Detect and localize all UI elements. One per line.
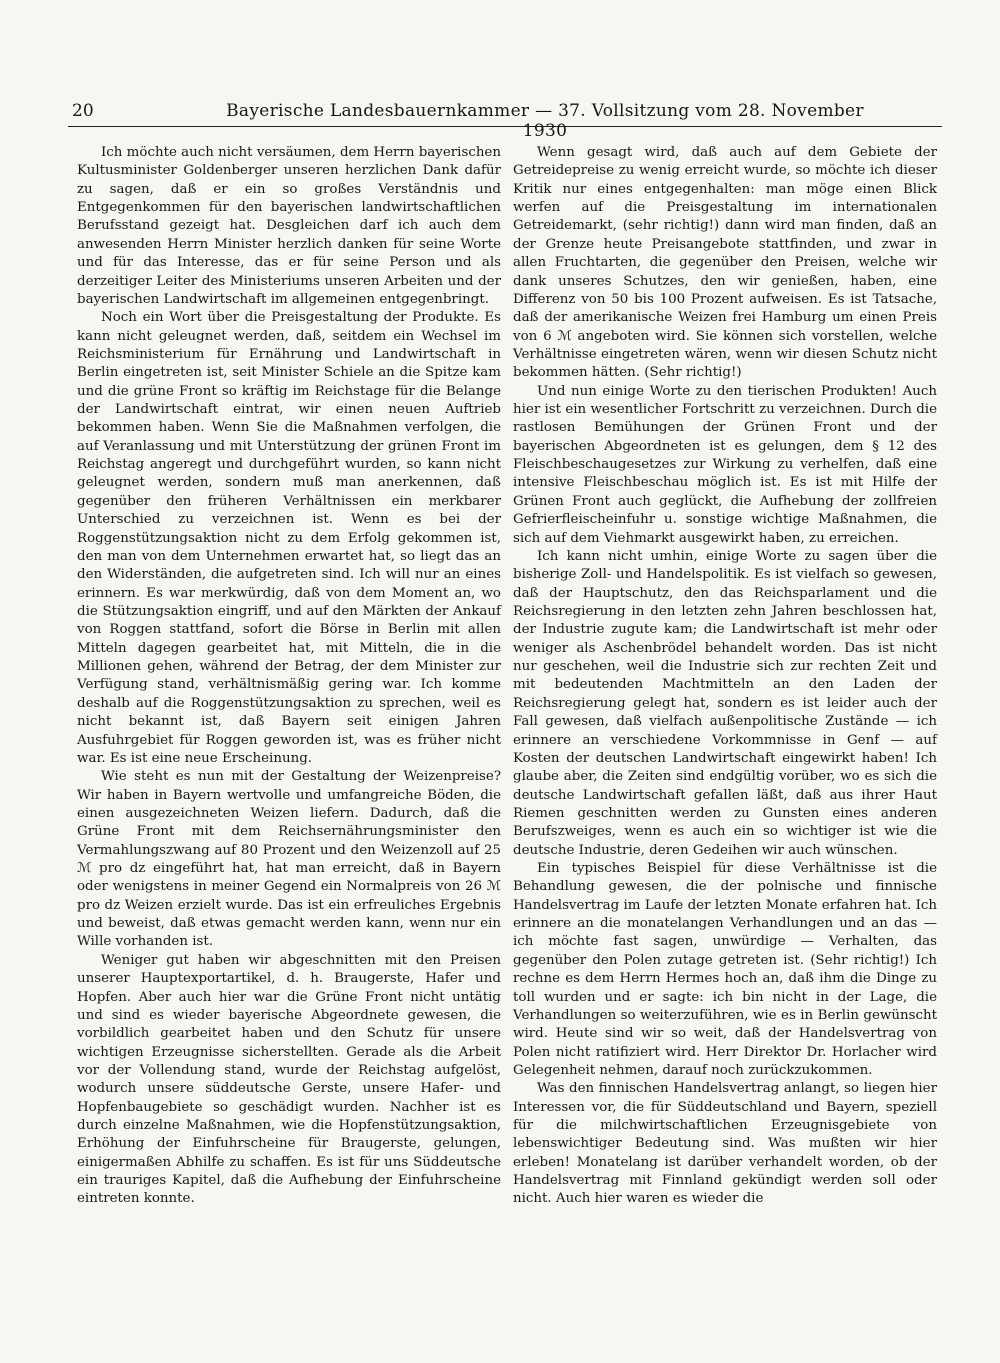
paragraph: Wenn gesagt wird, daß auch auf dem Gebiete der Getreidepreise zu wenig erreicht wurde, so möchte ich dieser Kritik nur eines entgegenhalten: man möge einen Blick werfen auf die Preisgestaltung im internationalen Getreidemarkt, (sehr richtig!) dann wird man finden, daß an der Grenze heute Preisangebote stattfinden, und zwar in allen Fruchtarten, die gegenüber den Preisen, welche wir dank unseres Schutzes, den wir genießen, haben, eine Differenz von 50 bis 100 Prozent aufweisen. Es ist Tatsache, daß der amerikanische Weizen frei Hamburg um einen Preis von 6 ℳ angeboten wird. Sie können sich vorstellen, welche Verhältnisse eingetreten wären, wenn wir diesen Schutz nicht bekommen hätten. (Sehr richtig!) [513, 145, 937, 381]
paragraph: Noch ein Wort über die Preisgestaltung der Produkte. Es kann nicht geleugnet werden, daß, seitdem ein Wechsel im Reichsministerium für Ernährung und Landwirtschaft in Berlin eingetreten ist, seit Minister Schiele an die Spitze kam und die grüne Front so kräftig im Reichstage für die Belange der Landwirtschaft eintrat, wir einen neuen Auftrieb bekommen haben. Wenn Sie die Maßnahmen verfolgen, die auf Veranlassung und mit Unterstützung der grünen Front im Reichstag angeregt und durchgeführt wurden, so kann nicht geleugnet werden, sondern muß man anerkennen, daß gegenüber den früheren Verhältnissen ein merkbarer Unterschied zu verzeichnen ist. Wenn es bei der Roggenstützungsaktion nicht zu dem Erfolg gekommen ist, den man von dem Unternehmen erwartet hat, so liegt das an den Widerständen, die aufgetreten sind. Ich will nur an eines erinnern. Es war merkwürdig, daß von dem Moment an, wo die Stützungsaktion eingriff, und auf den Märkten der Ankauf von Roggen stattfand, sofort die Börse in Berlin mit allen Mitteln dagegen gearbeitet hat, mit Mitteln, die in die Millionen gehen, während der Betrag, der dem Minister zur Verfügung stand, verhältnismäßig gering war. Ich komme deshalb auf die Roggenstützungsaktion zu sprechen, weil es nicht bekannt ist, daß Bayern seit einigen Jahren Ausfuhrgebiet für Roggen geworden ist, was es früher nicht war. Es ist eine neue Erscheinung. [77, 310, 501, 766]
paragraph: Und nun einige Worte zu den tierischen Produkten! Auch hier ist ein wesentlicher Fortschritt zu verzeichnen. Durch die rastlosen Bemühungen der Grünen Front und der bayerischen Abgeordneten ist es gelungen, dem § 12 des Fleischbeschaugesetzes zur Wirkung zu verhelfen, daß eine intensive Fleischbeschau möglich ist. Es ist mit Hilfe der Grünen Front auch geglückt, die Aufhebung der zollfreien Gefrierfleischeinfuhr u. sonstige wichtige Maßnahmen, die sich auf dem Viehmarkt ausgewirkt haben, zu erreichen. [513, 383, 937, 546]
page-number: 20 [72, 101, 94, 121]
paragraph: Was den finnischen Handelsvertrag anlangt, so liegen hier Interessen vor, die für Süddeutschland und Bayern, speziell für die milchwirtschaftlichen Erzeugnisgebiete von lebenswichtiger Bedeutung sind. Was mußten wir hier erleben! Monatelang ist darüber verhandelt worden, ob der Handelsvertrag mit Finnland gekündigt werden soll oder nicht. Auch hier waren es wieder die [513, 1081, 937, 1207]
header-title: Bayerische Landesbauernkammer — 37. Vollsitzung vom 28. November 1930 [226, 101, 864, 141]
running-header [68, 100, 942, 141]
right-column [513, 144, 937, 1209]
paragraph: Ich möchte auch nicht versäumen, dem Herrn bayerischen Kultusminister Goldenberger unseren herzlichen Dank dafür zu sagen, daß er ein so großes Verständnis und Entgegenkommen für den bayerischen landwirtschaftlichen Berufsstand gezeigt hat. Desgleichen darf ich auch dem anwesenden Herrn Minister herzlich danken für seine Worte und für das Interesse, das er für seine Person und als derzeitiger Leiter des Ministeriums unseren Arbeiten und der bayerischen Landwirtschaft im allgemeinen entgegenbringt. [77, 145, 501, 307]
paragraph: Ein typisches Beispiel für diese Verhältnisse ist die Behandlung gewesen, die der polnische und finnische Handelsvertrag im Laufe der letzten Monate erfahren hat. Ich erinnere an die monatelangen Verhandlungen und an das — ich möchte fast sagen, unwürdige — Verhalten, das gegenüber den Polen zutage getreten ist. (Sehr richtig!) Ich rechne es dem Herrn Hermes hoch an, daß ihm die Dinge zu toll wurden und er sagte: ich bin nicht in der Lage, die Verhandlungen so weiterzuführen, wie es in Berlin gewünscht wird. Heute sind wir so weit, daß der Handelsvertrag von Polen nicht ratifiziert wird. Herr Direktor Dr. Horlacher wird Gelegenheit nehmen, darauf noch zurückzukommen. [513, 861, 937, 1078]
paragraph: Wie steht es nun mit der Gestaltung der Weizenpreise? Wir haben in Bayern wertvolle und umfangreiche Böden, die einen ausgezeichneten Weizen liefern. Dadurch, daß die Grüne Front mit dem Reichsernährungsminister den Vermahlungszwang auf 80 Prozent und den Weizenzoll auf 25 ℳ pro dz eingeführt hat, hat man erreicht, daß in Bayern oder wenigstens in meiner Gegend ein Normalpreis von 26 ℳ pro dz Weizen erzielt wurde. Das ist ein erfreuliches Ergebnis und beweist, daß etwas gemacht werden kann, wenn nur ein Wille vorhanden ist. [77, 769, 501, 950]
left-column [77, 144, 501, 1209]
paragraph: Weniger gut haben wir abgeschnitten mit den Preisen unserer Hauptexportartikel, d. h. Braugerste, Hafer und Hopfen. Aber auch hier war die Grüne Front nicht untätig und sind es wieder bayerische Abgeordnete gewesen, die vorbildlich gearbeitet haben und den Schutz für unsere wichtigen Erzeugnisse sicherstellten. Gerade als die Arbeit vor der Vollendung stand, wurde der Reichstag aufgelöst, wodurch unsere süddeutsche Gerste, unsere Hafer- und Hopfenbaugebiete so geschädigt wurden. Nachher ist es durch einzelne Maßnahmen, wie die Hopfenstützungsaktion, Erhöhung der Einfuhrscheine für Braugerste, gelungen, einigermaßen Abhilfe zu schaffen. Es ist für uns Süddeutsche ein trauriges Kapitel, daß die Aufhebung der Einfuhrscheine eintreten konnte. [77, 952, 501, 1207]
paragraph: Ich kann nicht umhin, einige Worte zu sagen über die bisherige Zoll- und Handelspolitik. Es ist vielfach so gewesen, daß der Hauptschutz, den das Reichsparlament und die Reichsregierung in den letzten zehn Jahren beschlossen hat, der Industrie zugute kam; die Landwirtschaft ist mehr oder weniger als Aschenbrödel behandelt worden. Das ist nicht nur geschehen, weil die Industrie sich zur rechten Zeit und mit bedeutenden Machtmitteln an den Laden der Reichsregierung gelegt hat, sondern es ist leider auch der Fall gewesen, daß vielfach außenpolitische Zustände — ich erinnere an verschiedene Vorkommnisse in Genf — auf Kosten der deutschen Landwirtschaft eingewirkt haben! Ich glaube aber, die Zeiten sind endgültig vorüber, wo es sich die deutsche Landwirtschaft gefallen läßt, daß aus ihrer Haut Riemen geschnitten werden zu Gunsten eines anderen Berufszweiges, wenn es auch ein so wichtiger ist wie die deutsche Industrie, deren Gedeihen wir auch wünschen. [513, 548, 937, 858]
